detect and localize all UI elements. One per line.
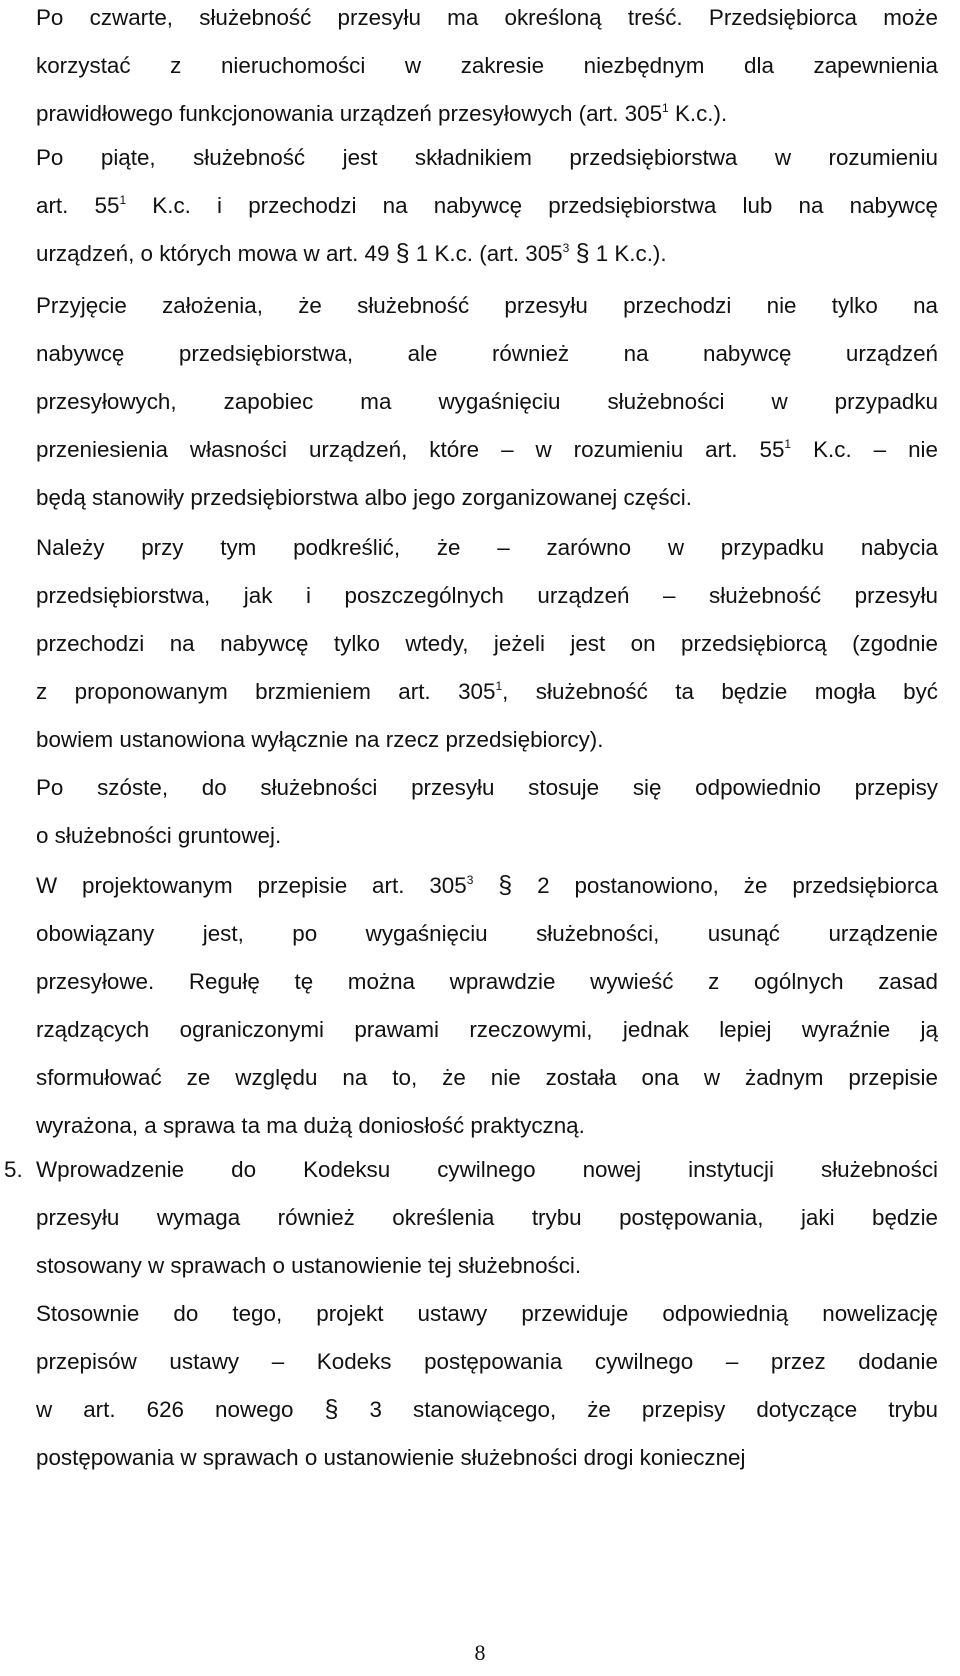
text-run: Stosownie do tego, projekt ustawy przewiduje odpowiednią nowelizację: [36, 1301, 938, 1326]
text-run: bowiem ustanowiona wyłącznie na rzecz przedsiębiorcy).: [36, 727, 604, 752]
text-line: [36, 764, 938, 812]
text-run: przedsiębiorstwa, jak i poszczególnych urządzeń – służebność przesyłu: [36, 583, 938, 608]
superscript: 1: [119, 193, 127, 207]
text-line: [36, 0, 938, 42]
text-line: [36, 182, 938, 230]
text-line: [36, 426, 938, 474]
text-run: korzystać z nieruchomości w zakresie niezbędnym dla zapewnienia: [36, 53, 938, 78]
list-number: 5.: [4, 1157, 23, 1182]
text-run: 1 K.c. (art. 305: [409, 241, 563, 266]
text-line: [36, 230, 938, 278]
superscript: 3: [466, 873, 474, 887]
text-run: przeniesienia własności urządzeń, które – w rozumieniu art. 55: [36, 437, 785, 462]
text-run: K.c. – nie: [791, 437, 938, 462]
text-line: [36, 1006, 938, 1054]
paragraph-nalezy: [36, 524, 938, 764]
superscript: 3: [562, 241, 570, 255]
page-number: 8: [474, 1640, 486, 1665]
paragraph-szoste: [36, 764, 938, 860]
paragraph-piate: [36, 134, 938, 278]
text-run: przepisów ustawy – Kodeks postępowania cywilnego – przez dodanie: [36, 1349, 938, 1374]
text-run: przesyłowe. Regułę tę można wprawdzie wywieść z ogólnych zasad: [36, 969, 938, 994]
text-run: prawidłowego funkcjonowania urządzeń przesyłowych (art. 305: [36, 101, 663, 126]
text-run: nabywcę przedsiębiorstwa, ale również na nabywcę urządzeń: [36, 341, 938, 366]
text-run: art. 55: [36, 193, 120, 218]
text-run: Po piąte, służebność jest składnikiem przedsiębiorstwa w rozumieniu: [36, 145, 938, 170]
text-run: rządzących ograniczonymi prawami rzeczowymi, jednak lepiej wyraźnie ją: [36, 1017, 938, 1042]
text-run: [473, 873, 498, 898]
text-line: [36, 812, 938, 860]
text-line: [36, 330, 938, 378]
text-run: przesyłu wymaga również określenia trybu postępowania, jaki będzie: [36, 1205, 938, 1230]
text-run: W projektowanym przepisie art. 305: [36, 873, 467, 898]
paragraph-punkt5: [36, 1146, 938, 1290]
text-line: [36, 1338, 938, 1386]
text-run: sformułować ze względu na to, że nie została ona w żadnym przepisie: [36, 1065, 938, 1090]
text-run: Po czwarte, służebność przesyłu ma określoną treść. Przedsiębiorca może: [36, 5, 938, 30]
paragraph-przyjecie: [36, 282, 938, 522]
text-line: [36, 1146, 938, 1194]
text-run: wyrażona, a sprawa ta ma dużą doniosłość praktyczną.: [36, 1113, 585, 1138]
text-line: [36, 572, 938, 620]
text-line: [36, 1054, 938, 1102]
text-line: [36, 668, 938, 716]
text-line: [36, 1386, 938, 1434]
text-line: [36, 1434, 938, 1482]
paragraph-projektowanym: [36, 862, 938, 1150]
text-run: 1 K.c.).: [589, 241, 667, 266]
text-run: Wprowadzenie do Kodeksu cywilnego nowej instytucji służebności: [36, 1157, 938, 1182]
text-run: z proponowanym brzmieniem art. 305: [36, 679, 496, 704]
section-sign: §: [575, 239, 590, 267]
text-run: w art. 626 nowego: [36, 1397, 325, 1422]
text-line: [36, 1102, 938, 1150]
text-run: przechodzi na nabywcę tylko wtedy, jeżeli jest on przedsiębiorcą (zgodnie: [36, 631, 938, 656]
text-line: [36, 1290, 938, 1338]
text-run: urządzeń, o których mowa w art. 49: [36, 241, 396, 266]
text-run: 3 stanowiącego, że przepisy dotyczące trybu: [338, 1397, 938, 1422]
text-line: [36, 282, 938, 330]
section-sign: §: [324, 1395, 339, 1423]
paragraph-stosownie: [36, 1290, 938, 1482]
superscript: 1: [662, 101, 669, 115]
text-line: [36, 1242, 938, 1290]
text-line: [36, 1194, 938, 1242]
text-run: obowiązany jest, po wygaśnięciu służebności, usunąć urządzenie: [36, 921, 938, 946]
text-line: [36, 378, 938, 426]
paragraph-czwarte: [36, 0, 938, 138]
text-run: , służebność ta będzie mogła być: [502, 679, 938, 704]
text-line: [36, 474, 938, 522]
text-run: Przyjęcie założenia, że służebność przesyłu przechodzi nie tylko na: [36, 293, 938, 318]
text-run: 2 postanowiono, że przedsiębiorca: [512, 873, 938, 898]
text-run: K.c.).: [668, 101, 728, 126]
text-line: [36, 42, 938, 90]
text-run: postępowania w sprawach o ustanowienie służebności drogi koniecznej: [36, 1445, 746, 1470]
text-run: K.c. i przechodzi na nabywcę przedsiębiorstwa lub na nabywcę: [126, 193, 938, 218]
text-run: Należy przy tym podkreślić, że – zarówno w przypadku nabycia: [36, 535, 938, 560]
text-line: [36, 958, 938, 1006]
section-sign: §: [498, 871, 513, 899]
text-line: [36, 910, 938, 958]
superscript: 1: [784, 437, 792, 451]
section-sign: §: [395, 239, 410, 267]
text-line: [36, 134, 938, 182]
text-line: [36, 716, 938, 764]
text-run: Po szóste, do służebności przesyłu stosuje się odpowiednio przepisy: [36, 775, 938, 800]
text-line: [36, 620, 938, 668]
text-line: [36, 90, 938, 138]
text-line: [36, 862, 938, 910]
text-line: [36, 524, 938, 572]
text-run: stosowany w sprawach o ustanowienie tej służebności.: [36, 1253, 582, 1278]
text-run: o służebności gruntowej.: [36, 823, 282, 848]
text-run: przesyłowych, zapobiec ma wygaśnięciu służebności w przypadku: [36, 389, 938, 414]
superscript: 1: [495, 679, 503, 693]
text-run: będą stanowiły przedsiębiorstwa albo jego zorganizowanej części.: [36, 485, 692, 510]
